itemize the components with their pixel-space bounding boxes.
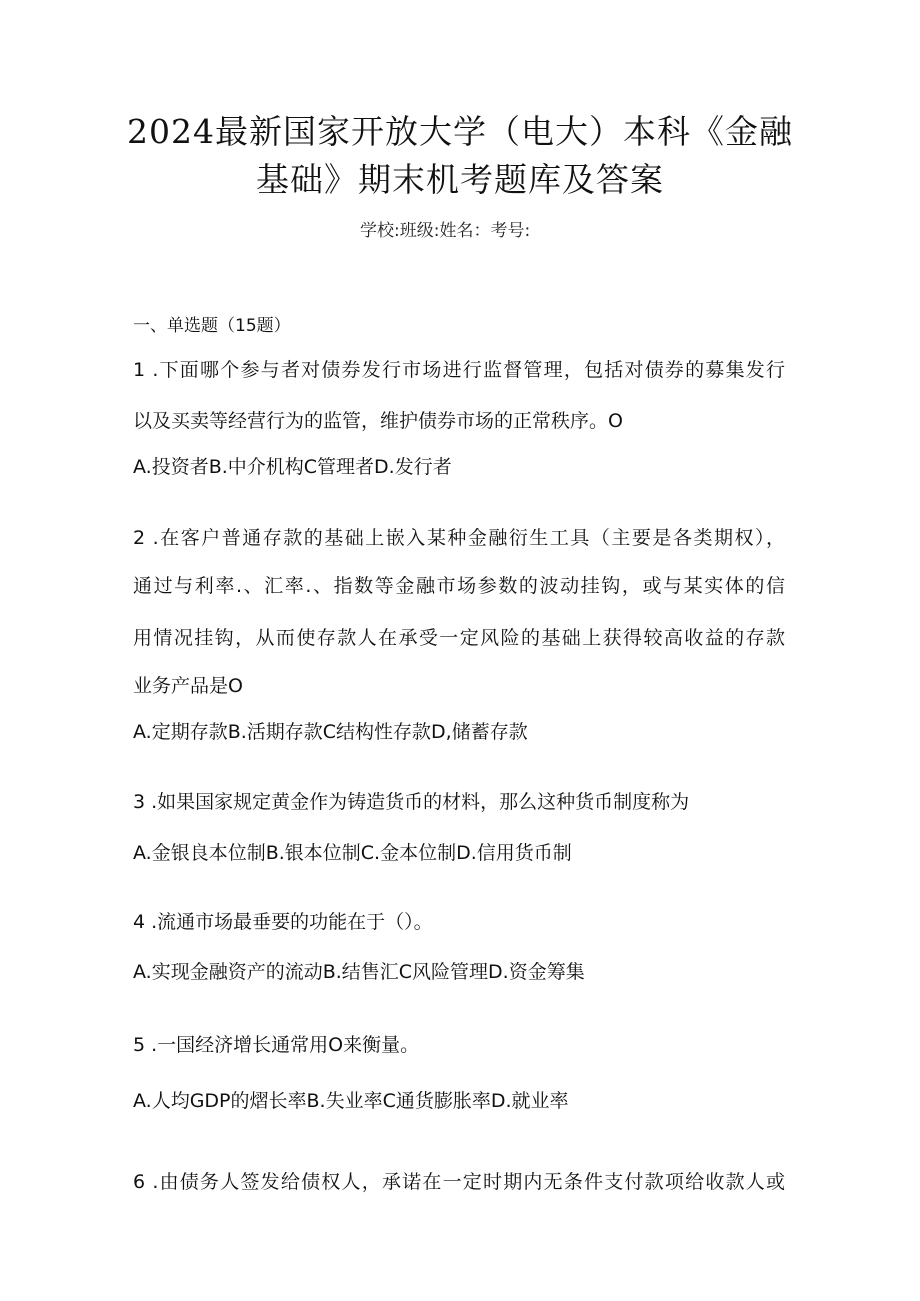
student-info-line: 学校:班级:姓名：考号: xyxy=(360,221,531,241)
question-6-line-1: 6 .由债务人签发给债权人，承诺在一定时期内无条件支付款项给收款人或 xyxy=(133,1171,785,1193)
question-4-line-1: 4 .流通市场最垂要的功能在于（）。 xyxy=(133,911,433,933)
document-title-line-2: 基础》期末机考题库及答案 xyxy=(256,160,664,199)
question-1-line-1: 1 .下面哪个参与者对债券发行市场进行监督管理，包括对债券的募集发行 xyxy=(133,359,785,381)
question-2-line-4: 业务产品是O xyxy=(133,675,243,697)
section-heading: 一、单选题（15题） xyxy=(133,316,291,336)
question-3-options: A.金银良本位制B.银本位制C.金本位制D.信用货币制 xyxy=(133,842,572,864)
question-4-options: A.实现金融资产的流动B.结售汇C风险管理D.资金筹集 xyxy=(133,961,585,983)
document-title-line-1: 2024最新国家开放大学（电大）本科《金融 xyxy=(127,112,793,151)
question-1-line-2: 以及买卖等经营行为的监管，维护债券市场的正常秩序。O xyxy=(133,410,623,432)
question-2-line-1: 2 .在客户普通存款的基础上嵌入某种金融衍生工具（主要是各类期权）， xyxy=(133,527,785,549)
question-2-line-2: 通过与利率.、汇率.、指数等金融市场参数的波动挂钩，或与某实体的信 xyxy=(133,575,785,597)
question-5-options: A.人均GDP的熠长率B.失业率C通货膨胀率D.就业率 xyxy=(133,1090,569,1112)
question-2-line-3: 用情况挂钩，从而使存款人在承受一定风险的基础上获得较高收益的存款 xyxy=(133,627,785,649)
question-2-options: A.定期存款B.活期存款C结构性存款D,储蓄存款 xyxy=(133,721,528,743)
question-3-line-1: 3 .如果国家规定黄金作为铸造货币的材料，那么这种货币制度称为 xyxy=(133,791,690,813)
question-5-line-1: 5 .一国经济增长通常用O来衡量。 xyxy=(133,1034,420,1056)
question-1-options: A.投资者B.中介机构C管理者D.发行者 xyxy=(133,456,452,478)
